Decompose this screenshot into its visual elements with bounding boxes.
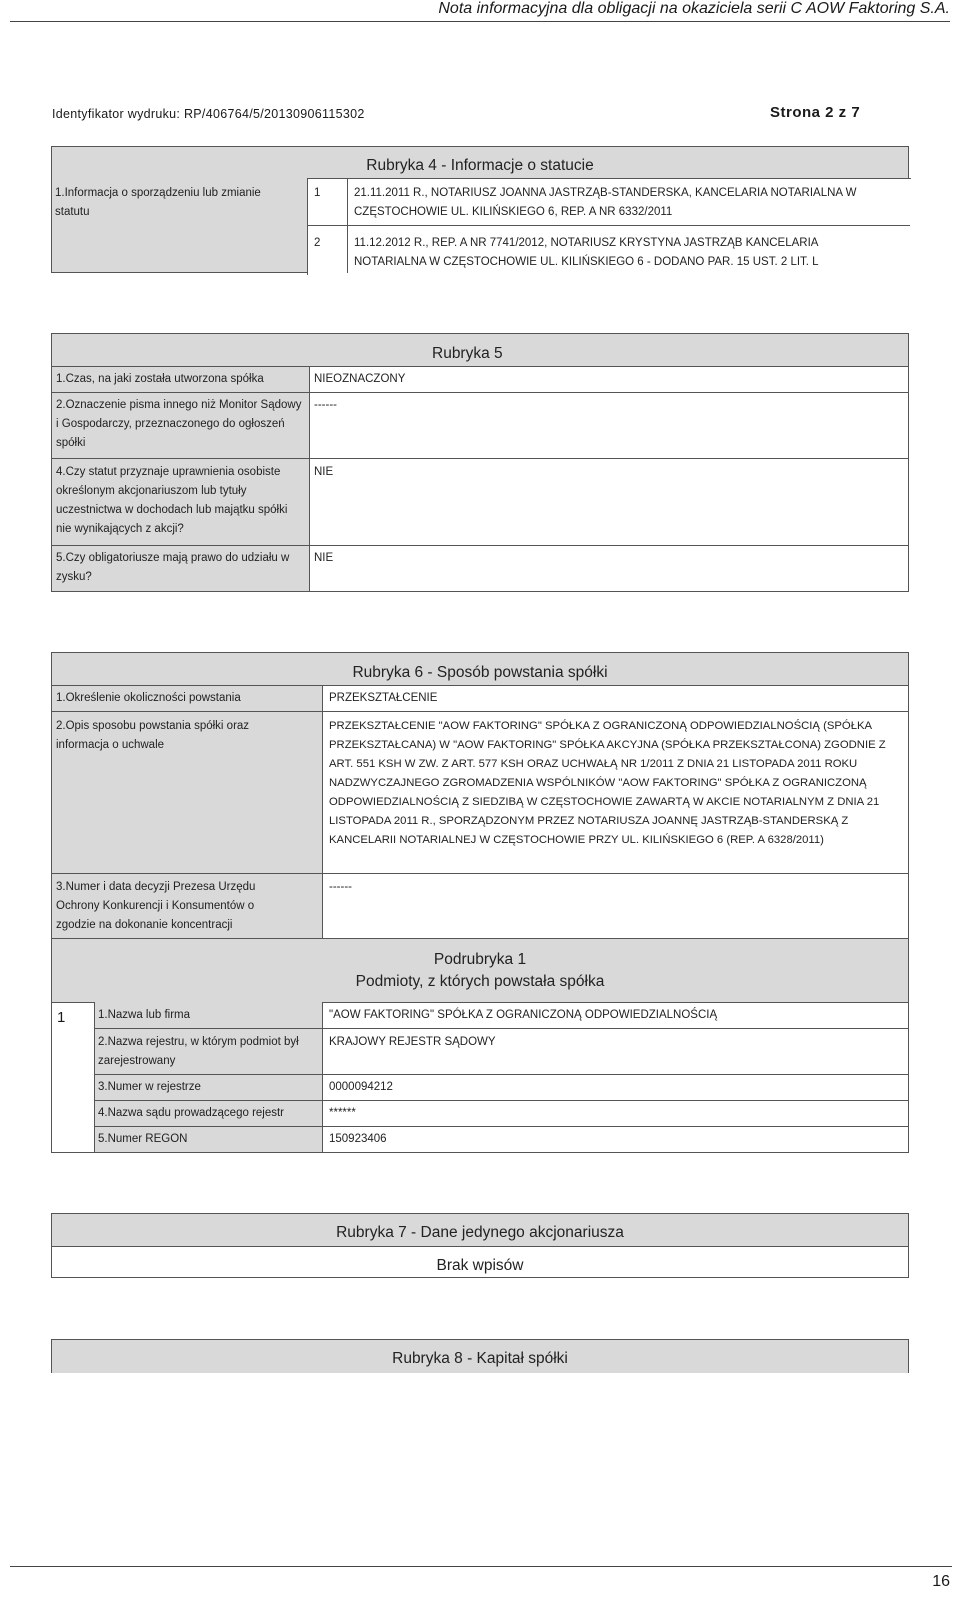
r5-row-1-value: NIEOZNACZONY [314,373,406,385]
r5-row-4-value: NIE [314,552,334,564]
r6-row-1-label: 1.Określenie okoliczności powstania [56,692,241,704]
r6-row-3-value: ------ [329,881,352,893]
rubryka-6-title: Rubryka 6 - Sposób powstania spółki [352,664,608,681]
rubryka-4-section [51,146,909,273]
r5-row-2-value: ------ [314,399,337,411]
page-number: 16 [932,1573,950,1590]
rubryka-5-title: Rubryka 5 [432,345,503,362]
sub-row-4-label: 4.Nazwa sądu prowadzącego rejestr [98,1107,285,1119]
rubryka-6-section [51,652,909,1153]
r6-row-3-label: 3.Numer i data decyzji Prezesa Urzędu Ochrony Konkurencji i Konsumentów o zgodzie na dokonanie koncentracji [56,881,256,931]
sub-row-3-label: 3.Numer w rejestrze [98,1081,201,1093]
r4-entry-1-line2: CZĘSTOCHOWIE UL. KILIŃSKIEGO 6, REP. A NR 6332/2011 [354,206,673,218]
rubryka-8-title: Rubryka 8 - Kapitał spółki [392,1350,568,1367]
r6-row-1-value: PRZEKSZTAŁCENIE [329,692,438,704]
r4-entry-1-num: 1 [314,187,321,199]
sub-row-2-value: KRAJOWY REJESTR SĄDOWY [329,1036,496,1048]
print-identifier: Identyfikator wydruku: RP/406764/5/20130906115302 [52,107,365,121]
rubryka-7-section [51,1213,909,1278]
podrubryka-1-title: Podrubryka 1 [433,951,527,968]
sub-row-4-value: ****** [329,1107,356,1119]
sub-row-5-value: 150923406 [329,1133,387,1145]
r4-label: 1.Informacja o sporządzeniu lub zmianie statutu [55,187,261,218]
document-header: Nota informacyjna dla obligacji na okaziciela serii C AOW Faktoring S.A. [10,0,950,22]
podrubryka-1-subtitle: Podmioty, z których powstała spółka [355,973,605,990]
sub-row-5-label: 5.Numer REGON [98,1133,188,1145]
r6-row-2-label: 2.Opis sposobu powstania spółki oraz informacja o uchwale [56,720,250,751]
rubryka-7-title: Rubryka 7 - Dane jedynego akcjonariusza [336,1224,624,1241]
r4-entry-1-line1: 21.11.2011 R., NOTARIUSZ JOANNA JASTRZĄB-STANDERSKA, KANCELARIA NOTARIALNA W [354,187,857,199]
r5-row-1-label: 1.Czas, na jaki została utworzona spółka [56,373,264,385]
sub-row-2-label: 2.Nazwa rejestru, w którym podmiot był zarejestrowany [98,1036,299,1067]
podrubryka-1-entry-number: 1 [57,1009,66,1026]
r5-row-4-label: 5.Czy obligatoriusze mają prawo do udziału w zysku? [56,552,290,583]
r6-row-2-value: PRZEKSZTAŁCENIE "AOW FAKTORING" SPÓŁKA Z OGRANICZONĄ ODPOWIEDZIALNOŚCIĄ (SPÓŁKA PRZEKSZTAŁCANA) W "AOW FAKTORING" SPÓŁKA AKCYJNA (SPÓŁKA PRZEKSZTAŁCONA) ZGODNIE Z ART. 551 KSH W ZW. Z ART. 577 KSH ORAZ UCHWAŁĄ NR 1/2011 Z DNIA 21 LISTOPADA 2011 ROKU NADZWYCZAJNEGO ZGROMADZENIA WSPÓLNIKÓW "AOW FAKTORING" SPÓŁKA Z OGRANICZONĄ ODPOWIEDZIALNOŚCIĄ Z SIEDZIBĄ W CZĘSTOCHOWIE ZAWARTĄ W AKCIE NOTARIALNYM Z DNIA 21 LISTOPADA 2011 R., SPORZĄDZONYM PRZEZ NOTARIUSZA JOANNĘ JASTRZĄB-STANDERSKĄ Z KANCELARII NOTARIALNEJ W CZĘSTOCHOWIE PRZY UL. KILIŃSKIEGO 6 (REP. A 6328/2011) [329,720,886,846]
rubryka-7-empty: Brak wpisów [436,1257,524,1274]
page-label: Strona 2 z 7 [770,104,861,121]
r5-row-3-value: NIE [314,466,334,478]
rubryka-4-title: Rubryka 4 - Informacje o statucie [366,157,594,174]
sub-row-1-value: "AOW FAKTORING" SPÓŁKA Z OGRANICZONĄ ODPOWIEDZIALNOŚCIĄ [329,1009,718,1021]
sub-row-3-value: 0000094212 [329,1081,393,1093]
r4-entry-2-line2: NOTARIALNA W CZĘSTOCHOWIE UL. KILIŃSKIEGO 6 - DODANO PAR. 15 UST. 2 LIT. L [354,256,819,268]
r5-row-3-label: 4.Czy statut przyznaje uprawnienia osobiste określonym akcjonariuszom lub tytuły uczestnictwa w dochodach lub majątku spółki nie wynikających z akcji? [56,466,288,535]
r5-row-2-label: 2.Oznaczenie pisma innego niż Monitor Sądowy i Gospodarczy, przeznaczonego do ogłoszeń spółki [56,399,302,449]
r4-entry-2-line1: 11.12.2012 R., REP. A NR 7741/2012, NOTARIUSZ KRYSTYNA JASTRZĄB KANCELARIA [354,237,819,249]
r4-entry-2-num: 2 [314,237,321,249]
rubryka-5-section [51,333,909,592]
rubryka-8-section [51,1339,909,1373]
sub-row-1-label: 1.Nazwa lub firma [98,1009,191,1021]
footer-rule [10,1566,952,1567]
